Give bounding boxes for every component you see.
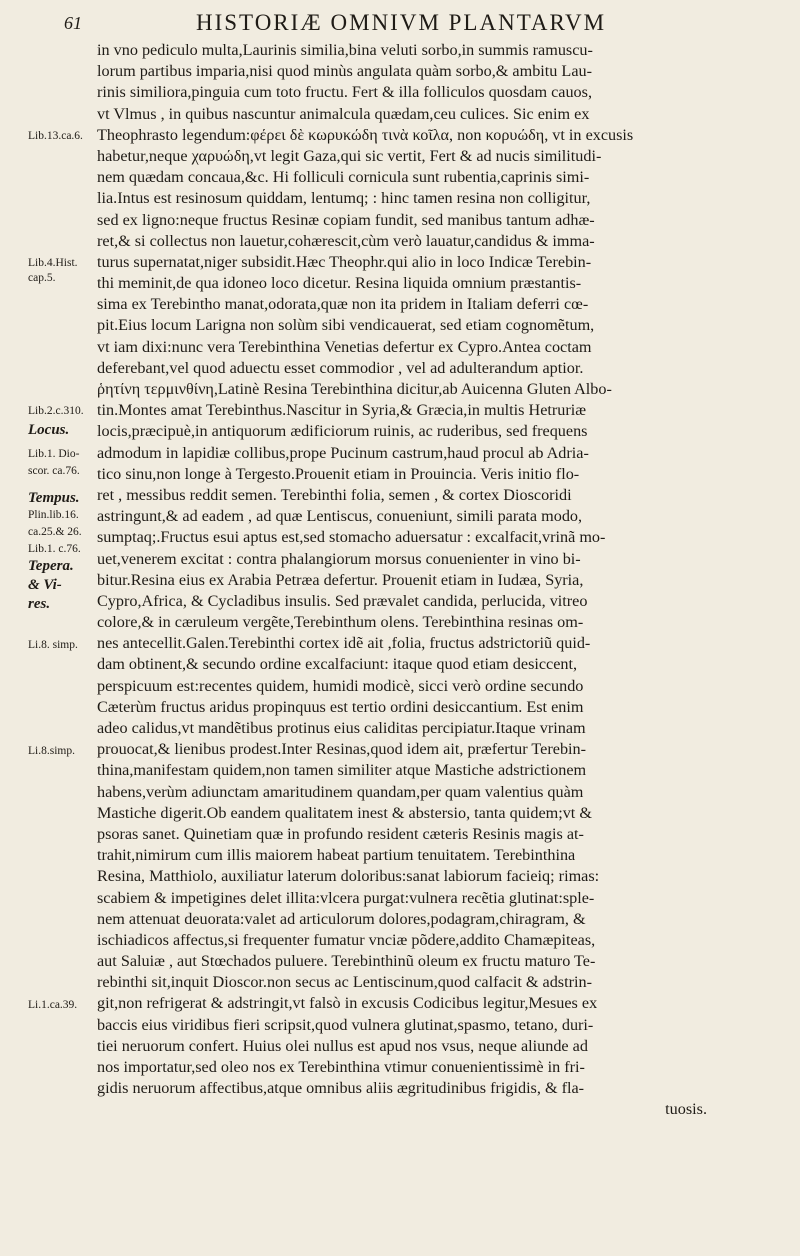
text-line: nem quædam concaua,&c. Hi folliculi cornicula sunt rubentia,caprinis simi- <box>97 168 590 187</box>
margin-reference: Lib.2.c.310. <box>28 405 84 418</box>
margin-heading: Tepera. <box>28 558 74 575</box>
text-line: gidis neruorum affectibus,atque omnibus aliis ægritudinibus frigidis, & fla- <box>97 1079 585 1098</box>
body-text <box>97 40 707 1121</box>
margin-heading: & Vi- <box>28 577 62 594</box>
margin-reference: Lib.13.ca.6. <box>28 129 83 142</box>
text-line: vt iam dixi:nunc vera Terebinthina Venetias defertur ex Cypro.Antea coctam <box>97 337 592 356</box>
text-line: pit.Eius locum Larigna non solùm sibi vendicauerat, sed etiam cognomẽtum, <box>97 316 595 335</box>
text-line: turus supernatat,niger subsidit.Hæc Theophr.qui alio in loco Indicæ Terebin- <box>97 252 592 271</box>
text-line: thi meminit,de qua idoneo loco dicetur. Resina liquida omnium præstantis- <box>97 274 582 293</box>
text-line: nos importatur,sed oleo nos ex Terebinthina vtimur conuenientissimè in fri- <box>97 1058 585 1076</box>
text-line: scabiem & impetigines delet illita:vlcera purgat:vulnera recẽtia glutinat:sple- <box>97 888 595 907</box>
text-line: rebinthi sit,inquit Dioscor.non secus ac Lentiscinum,quod calfacit & adstrin- <box>97 973 592 992</box>
text-line: lia.Intus est resinosum quiddam, lentumq; : hinc tamen resina non colligitur, <box>97 189 591 208</box>
margin-notes <box>28 0 98 1256</box>
text-line: thina,manifestam quidem,non tamen similiter atque Mastiche adstrictionem <box>97 761 587 780</box>
text-line: habens,verùm adiunctam amaritudinem quandam,per quam valentius quàm <box>97 782 584 801</box>
text-line: dam obtinent,& secundo ordine excalfaciunt: itaque quod etiam desiccent, <box>97 655 578 674</box>
margin-reference: Li.8. simp. <box>28 638 78 651</box>
text-line: trahit,nimirum cum illis maiorem habeat partium tenuitatem. Terebinthina <box>97 846 576 865</box>
text-line: uet,venerem excitat : contra phalangiorum morsus conuenienter in vino bi- <box>97 549 581 568</box>
text-line: habetur,neque χαρυώδη,vt legit Gaza,qui sic vertit, Fert & ad nucis similitudi- <box>97 146 602 165</box>
text-line: nem attenuat deuorata:valet ad articulorum dolores,podagram,chiragram, & <box>97 909 586 928</box>
text-line: ischiadicos affectus,si frequenter fumatur vnciæ põdere,addito Chamæpiteas, <box>97 930 596 949</box>
page-number: 61 <box>64 13 82 33</box>
margin-reference: scor. ca.76. <box>28 464 80 477</box>
text-line: nes antecellit.Galen.Terebinthi cortex idẽ ait ,folia, fructus adstrictoriũ quid- <box>97 634 591 653</box>
text-line: vt Vlmus , in quibus nascuntur animalcula quædam,ceu culices. Sic enim ex <box>97 104 590 123</box>
text-line: git,non refrigerat & adstringit,vt falsò in excusis Codicibus legitur,Mesues ex <box>97 994 598 1013</box>
margin-heading: res. <box>28 596 51 613</box>
text-line: tiei neruorum confert. Huius olei nullus est apud nos vsus, neque aliunde ad <box>97 1036 588 1055</box>
margin-reference: Lib.1. Dio- <box>28 447 80 460</box>
text-line: ret , messibus reddit semen. Terebinthi folia, semen , & cortex Dioscoridi <box>97 485 572 504</box>
text-line: tin.Montes amat Terebinthus.Nascitur in Syria,& Græcia,in multis Hetruriæ <box>97 401 587 420</box>
text-line: psoras sanet. Quinetiam quæ in profundo resident cæteris Resinis magis at- <box>97 824 584 843</box>
text-line: sima ex Terebintho manat,odorata,quæ non ita pridem in Italiam deferri cœ- <box>97 295 589 314</box>
text-line: adeo calidus,vt mandẽtibus protinus eius caliditas percipiatur.Itaque vrinam <box>97 719 586 737</box>
text-line: prouocat,& lienibus prodest.Inter Resinas,quod idem ait, præfertur Terebin- <box>97 740 587 759</box>
margin-reference: ca.25.& 26. <box>28 526 82 539</box>
text-line: admodum in lapidiæ collibus,prope Pucinum castrum,haud procul ab Adria- <box>97 443 589 462</box>
text-line: ret,& si collectus non lauetur,cohærescit,cùm verò lauatur,candidus & imma- <box>97 231 595 250</box>
text-line: ῥητίνη τερμινθίνη,Latinè Resina Terebinthina dicitur,ab Auicenna Gluten Albo- <box>97 380 612 398</box>
text-line: Mastiche digerit.Ob eandem qualitatem inest & abstersio, tanta quidem;vt & <box>97 803 592 822</box>
text-line: Cæterùm fructus aridus propinquus est tertio ordini desiccantium. Est enim <box>97 697 584 716</box>
margin-reference: Lib.4.Hist. <box>28 257 78 269</box>
text-line: sumptaq;.Fructus esui aptus est,sed stomacho aduersatur : excalfacit,vrinã mo- <box>97 528 606 547</box>
text-line: Cypro,Africa, & Cycladibus insulis. Sed prævalet candida, perlucida, vitreo <box>97 591 588 610</box>
margin-reference: Li.1.ca.39. <box>28 999 78 1011</box>
text-line: bitur.Resina eius ex Arabia Petræa defertur. Prouenit etiam in Iudæa, Syria, <box>97 570 584 589</box>
margin-heading: Locus. <box>28 422 70 439</box>
text-line: rinis similiora,pinguia cum toto fructu. Fert & illa folliculos quosdam cauos, <box>97 83 592 102</box>
text-line: tico sinu,non longe à Tergesto.Prouenit etiam in Prouincia. Veris initio flo- <box>97 464 580 483</box>
text-line: colore,& in cæruleum vergẽte,Terebinthum olens. Terebinthina resinas om- <box>97 613 584 632</box>
text-line: in vno pediculo multa,Laurinis similia,bina veluti sorbo,in summis ramuscu- <box>97 41 593 59</box>
text-line: sed ex ligno:neque fructus Resinæ copiam fundit, sed manibus tantum adhæ- <box>97 210 595 229</box>
text-line: baccis eius viridibus fieri scripsit,quod vulnera glutinat,spasmo, tetano, duri- <box>97 1015 594 1034</box>
margin-reference: Lib.1. c.76. <box>28 543 81 556</box>
margin-reference: Plin.lib.16. <box>28 509 79 522</box>
text-line: aut Saluiæ , aut Stœchados puluere. Terebinthinũ oleum ex fructu maturo Te- <box>97 952 596 971</box>
text-line: locis,præcipuè,in antiquorum ædificiorum ruinis, ac ruderibus, sed frequens <box>97 422 588 441</box>
running-head: HISTORIÆ OMNIVM PLANTARVM <box>196 10 607 35</box>
text-line: Resina, Matthiolo, auxiliatur laterum doloribus:sanat labiorum facieiq; rimas: <box>97 867 600 886</box>
text-line: tuosis. <box>665 1100 707 1119</box>
text-line: deferebant,vel quod aduectu esset commodior , vel ad adulterandum aptior. <box>97 358 584 377</box>
text-line: lorum partibus imparia,nisi quod minùs angulata quàm sorbo,& ambitu Lau- <box>97 62 592 81</box>
text-line: perspicuum est:recentes quidem, humidi modicè, sicci verò ordine secundo <box>97 676 584 695</box>
margin-reference: cap.5. <box>28 271 56 284</box>
margin-reference: Li.8.simp. <box>28 744 75 757</box>
text-line: Theophrasto legendum:φέρει δὲ κωρυκώδη τινὰ κοῖλα, non κορυώδη, vt in excusis <box>97 125 634 144</box>
text-line: astringunt,& ad eadem , ad quæ Lentiscus, conueniunt, simili parata modo, <box>97 507 583 526</box>
margin-heading: Tempus. <box>28 490 80 507</box>
